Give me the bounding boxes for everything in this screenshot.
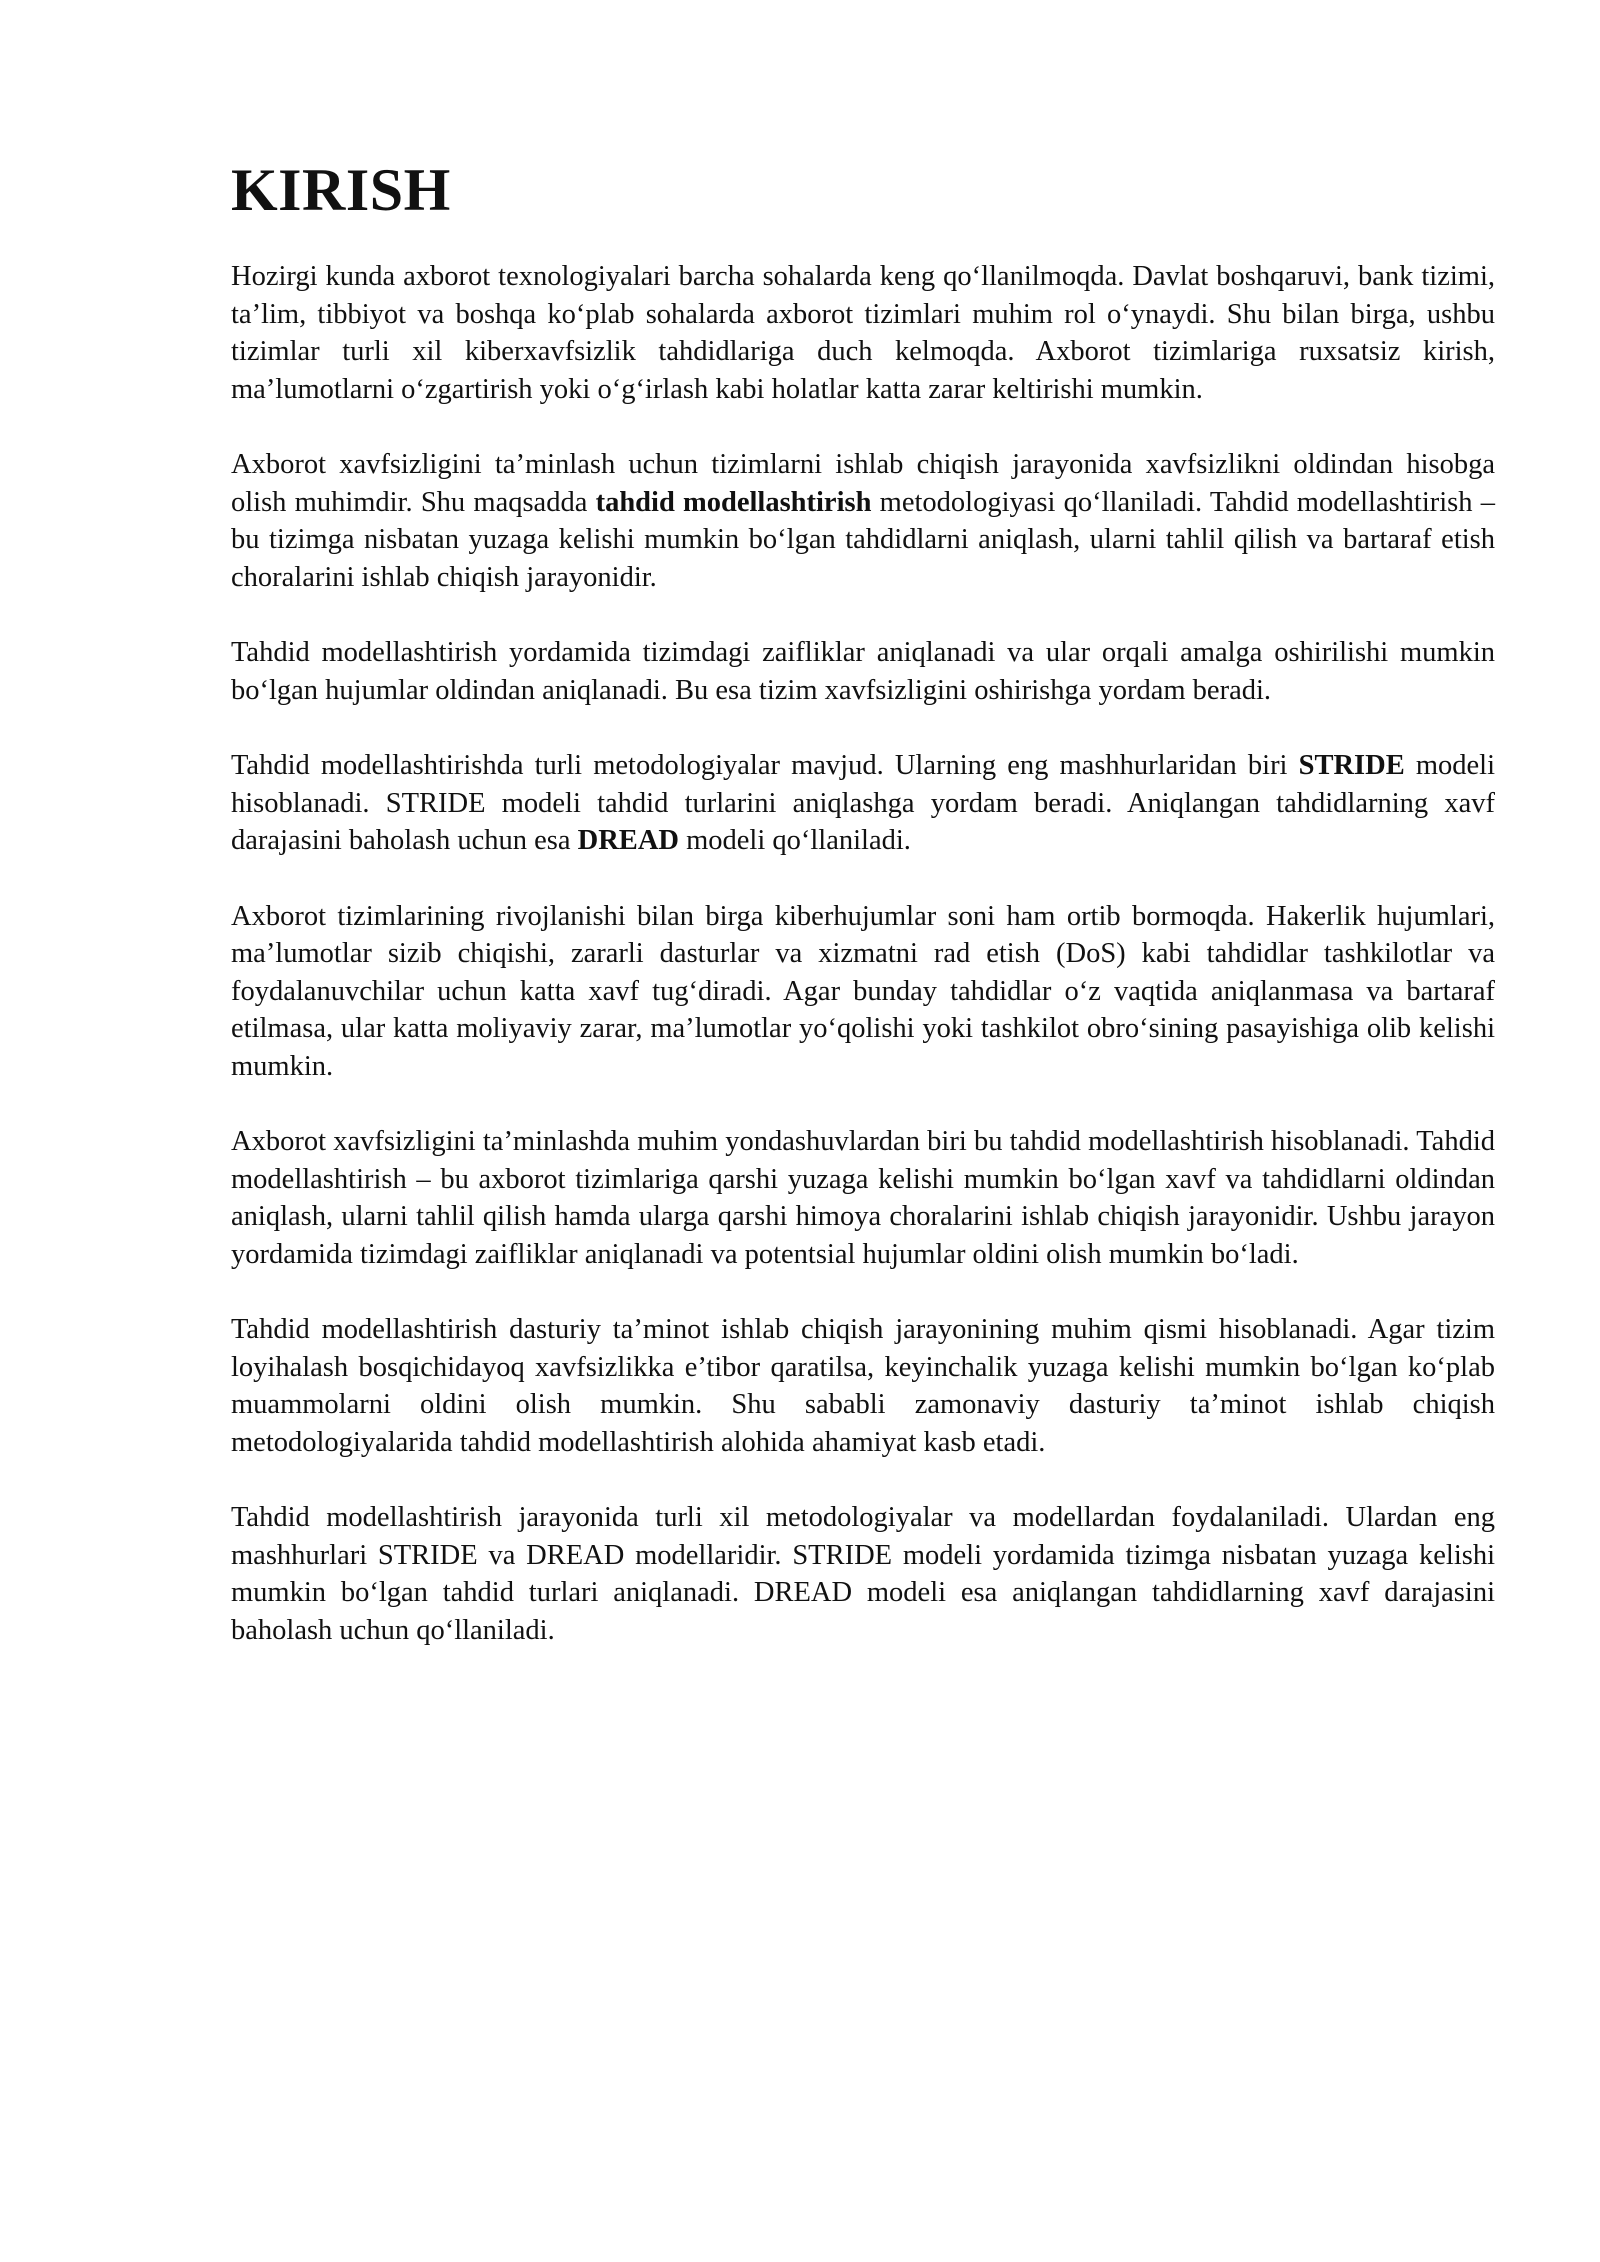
- paragraph-2: [231, 446, 1495, 596]
- paragraph-6: [231, 1123, 1495, 1273]
- bold-term: DREAD: [577, 825, 679, 856]
- text-run: modeli qo‘llaniladi.: [678, 825, 911, 856]
- paragraph-3: [231, 634, 1495, 709]
- text-run: Axborot xavfsizligini ta’minlash uchun tizimlarni ishlab chiqish jarayonida xavfsizlikni oldindan hisobga olish muhimdir. Shu maqsadda: [231, 449, 1495, 518]
- bold-term: STRIDE: [1298, 750, 1405, 781]
- text-run: Tahdid modellashtirishda turli metodologiyalar mavjud. Ularning eng mashhurlaridan biri: [231, 750, 1299, 781]
- bold-term: tahdid modellashtirish: [595, 486, 872, 518]
- paragraph-7: [231, 1311, 1495, 1461]
- document-page: [231, 150, 1495, 1687]
- paragraph-1: [231, 258, 1495, 408]
- paragraph-4: [231, 747, 1495, 860]
- text-run: metodologiyasi qo‘llaniladi. Tahdid modellashtirish – bu tizimga nisbatan yuzaga kelishi mumkin bo‘lgan tahdidlarni aniqlash, ularni tahlil qilish va bartaraf etish choralarini ishlab chiqish jarayonidir.: [231, 486, 1495, 593]
- text-run: Tahdid modellashtirish jarayonida turli xil metodologiyalar va modellardan foydalaniladi. Ulardan eng mashhurlari STRIDE va DREAD modellaridir. STRIDE modeli yordamida tizimga nisbatan yuzaga kelishi mumkin bo‘lgan tahdid turlari aniqlanadi. DREAD modeli esa aniqlangan tahdidlarning xavf darajasini baholash uchun qo‘llaniladi.: [231, 1502, 1495, 1646]
- text-run: Tahdid modellashtirish dasturiy ta’minot ishlab chiqish jarayonining muhim qismi hisoblanadi. Agar tizim loyihalash bosqichidayoq xavfsizlikka e’tibor qaratilsa, keyinchalik yuzaga kelishi mumkin bo‘lgan ko‘plab muammolarni oldini olish mumkin. Shu sababli zamonaviy dasturiy ta’minot ishlab chiqish metodologiyalarida tahdid modellashtirish alohida ahamiyat kasb etadi.: [231, 1314, 1495, 1458]
- text-run: Axborot xavfsizligini ta’minlashda muhim yondashuvlardan biri bu tahdid modellashtirish hisoblanadi. Tahdid modellashtirish – bu axborot tizimlariga qarshi yuzaga kelishi mumkin bo‘lgan xavf va tahdidlarni oldindan aniqlash, ularni tahlil qilish hamda ularga qarshi himoya choralarini ishlab chiqish jarayonidir. Ushbu jarayon yordamida tizimdagi zaifliklar aniqlanadi va potentsial hujumlar oldini olish mumkin bo‘ladi.: [231, 1126, 1495, 1270]
- page-title: KIRISH: [231, 157, 451, 223]
- text-run: Axborot tizimlarining rivojlanishi bilan birga kiberhujumlar soni ham ortib bormoqda. Hakerlik hujumlari, ma’lumotlar sizib chiqishi, zararli dasturlar va xizmatni rad etish (DoS) kabi tahdidlar tashkilotlar va foydalanuvchilar uchun katta xavf tug‘diradi. Agar bunday tahdidlar o‘z vaqtida aniqlanmasa va bartaraf etilmasa, ular katta moliyaviy zarar, ma’lumotlar yo‘qolishi yoki tashkilot obro‘sining pasayishiga olib kelishi mumkin.: [231, 900, 1495, 1082]
- paragraph-5: [231, 898, 1495, 1086]
- text-run: Tahdid modellashtirish yordamida tizimdagi zaifliklar aniqlanadi va ular orqali amalga oshirilishi mumkin bo‘lgan hujumlar oldindan aniqlanadi. Bu esa tizim xavfsizligini oshirishga yordam beradi.: [231, 637, 1495, 706]
- paragraph-8: [231, 1499, 1495, 1649]
- text-run: Hozirgi kunda axborot texnologiyalari barcha sohalarda keng qo‘llanilmoqda. Davlat boshqaruvi, bank tizimi, ta’lim, tibbiyot va boshqa ko‘plab sohalarda axborot tizimlari muhim rol o‘ynaydi. Shu bilan birga, ushbu tizimlar turli xil kiberxavfsizlik tahdidlariga duch kelmoqda. Axborot tizimlariga ruxsatsiz kirish, ma’lumotlarni o‘zgartirish yoki o‘g‘irlash kabi holatlar katta zarar keltirishi mumkin.: [231, 261, 1495, 405]
- text-run: modeli hisoblanadi. STRIDE modeli tahdid turlarini aniqlashga yordam beradi. Aniqlangan tahdidlarning xavf darajasini baholash uchun esa: [231, 750, 1495, 856]
